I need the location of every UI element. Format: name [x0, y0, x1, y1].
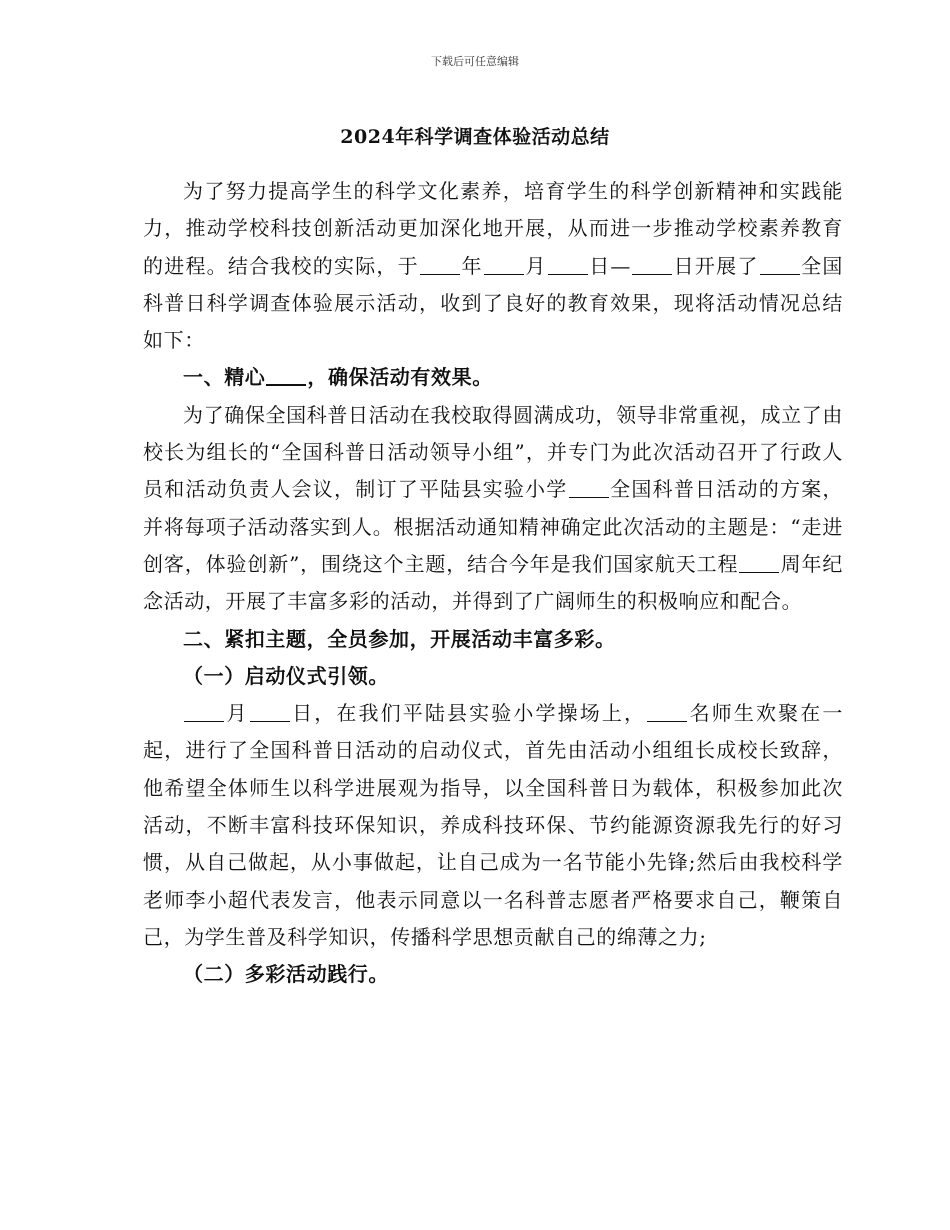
intro-text-1: 为了努力提高学生的科学文化素养，培育学生的科学创新精神和实践能力，推动学校科技创新活动更加深化地开展，从而进一步推动学校素养教育的进程。结合我校的实际，于: [143, 179, 843, 278]
intro-text-4: 日—: [588, 253, 632, 278]
fill-blank: [420, 254, 460, 275]
section-heading-2: 二、紧扣主题，全员参加，开展活动丰富多彩。: [183, 626, 616, 651]
subsection-1-text-1: 月: [225, 701, 249, 726]
intro-paragraph: [143, 173, 843, 359]
fill-blank: [484, 254, 524, 275]
section-heading-1: [143, 359, 843, 396]
intro-text-2: 年: [460, 253, 483, 278]
subsection-1-text-3: 名师生欢聚在一起，进行了全国科普日活动的启动仪式，首先由活动小组组长成校长致辞，他希望全体师生以科学进展观为指导，以全国科普日为载体，积极参加此次活动，不断丰富科技环保知识，养成科技环保、节约能源资源我先行的好习惯，从自己做起，从小事做起，让自己成为一名节能小先锋;然后由我校科学老师李小超代表发言，他表示同意以一名科普志愿者严格要求自己，鞭策自己，为学生普及科学知识，传播科学思想贡献自己的绵薄之力;: [143, 701, 843, 949]
fill-blank: [739, 552, 779, 573]
fill-blank: [647, 701, 687, 722]
document-body: [143, 173, 843, 994]
document-title: 2024年科学调查体验活动总结: [340, 126, 610, 148]
subsection-heading-1: （一）启动仪式引领。: [183, 663, 389, 688]
subsection-1-text-2: 日，在我们平陆县实验小学操场上，: [290, 701, 647, 726]
fill-blank: [184, 701, 224, 722]
fill-blank: [548, 254, 588, 275]
section-1-paragraph: [143, 397, 843, 621]
intro-text-3: 月: [524, 253, 547, 278]
section-1-text-1: 为了确保全国科普日活动在我校取得圆满成功，领导非常重视，成立了由校长为组长的“全国科普日活动领导小组”，并专门为此次活动召开了行政人员和活动负责人会议，制订了平陆县实验小学: [143, 402, 843, 502]
section-1-text-3: 周年纪念活动，开展了丰富多彩的活动，并得到了广阔师生的积极响应和配合。: [143, 551, 843, 614]
intro-text-5: 日开展了: [673, 253, 759, 278]
header-note: 下载后可任意编辑: [431, 55, 519, 68]
fill-blank: [250, 701, 290, 722]
fill-blank: [569, 477, 609, 498]
subsection-1-paragraph: [143, 695, 843, 956]
fill-blank: [760, 254, 800, 275]
section-heading-1-text-b: ，确保活动有效果。: [307, 365, 493, 390]
intro-text-6: 全国科普日科学调查体验展示活动，收到了良好的教育效果，现将活动情况总结如下：: [143, 253, 843, 353]
section-1-text-2: 全国科普日活动的方案，并将每项子活动落实到人。根据活动通知精神确定此次活动的主题是：“走进创客，体验创新”，围绕这个主题，结合今年是我们国家航天工程: [143, 477, 843, 576]
section-heading-1-text-a: 一、精心: [183, 365, 266, 390]
subsection-heading-2: （二）多彩活动践行。: [183, 962, 389, 987]
fill-blank: [632, 254, 672, 275]
fill-blank: [266, 364, 306, 386]
